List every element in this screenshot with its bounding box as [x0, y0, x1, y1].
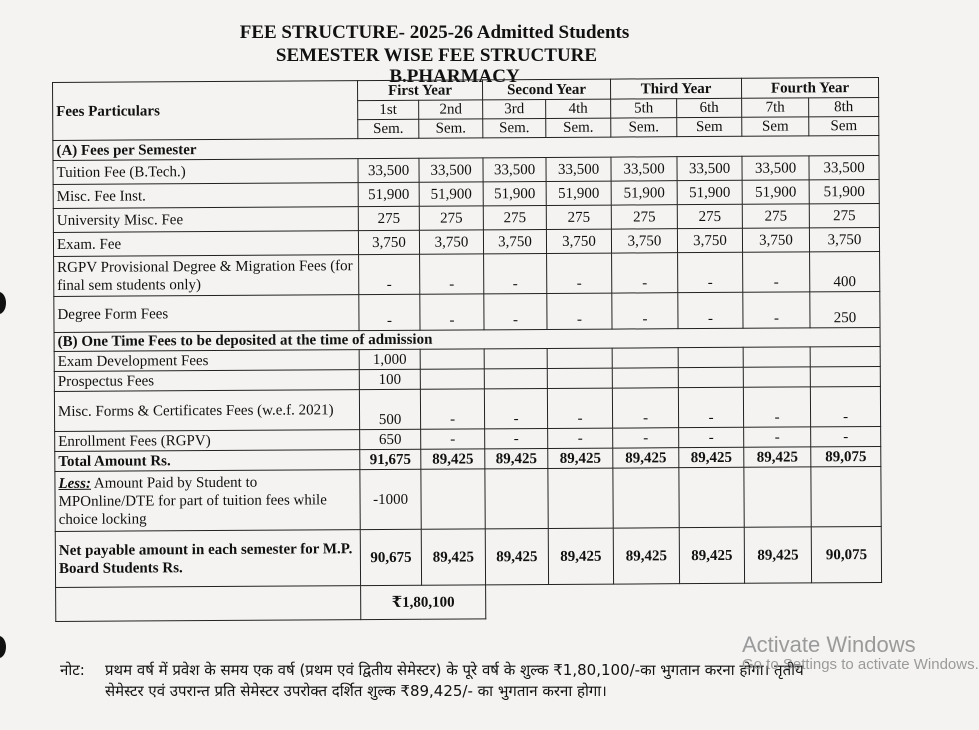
fee-table [52, 77, 882, 622]
fee-value: 275 [546, 205, 611, 229]
fee-value: 500 [359, 389, 420, 429]
fee-value: - [547, 253, 612, 293]
fee-value: 51,900 [546, 181, 611, 205]
watermark-subtitle: Go to Settings to activate Windows. [742, 656, 979, 673]
fee-label: Prospectus Fees [54, 370, 359, 392]
fee-value: 275 [358, 206, 419, 230]
semester-number: 8th [809, 97, 879, 116]
activate-windows-watermark [742, 632, 979, 673]
fee-value: 89,425 [485, 528, 548, 584]
fee-value: 3,750 [611, 229, 677, 253]
fee-value: 89,425 [613, 448, 679, 468]
fee-value: 51,900 [358, 182, 419, 206]
fee-value: 89,425 [679, 447, 744, 467]
note-text: प्रथम वर्ष में प्रवेश के समय एक वर्ष (प्रथम एवं द्वितीय सेमेस्टर) के पूरे वर्ष के शुल्क ₹1,80,100/-का भुगतान करना होगा। तृतीय सेमेस्टर एवं उपरान्त प्रति सेमेस्टर उपरोक्त दर्शित शुल्क ₹89,425/- का भुगतान करना होगा। [105, 661, 804, 700]
fee-value: - [359, 254, 420, 294]
fee-value: 275 [419, 206, 483, 230]
fee-value: 89,425 [744, 447, 811, 467]
fee-value: 89,425 [485, 448, 548, 468]
fee-value [678, 367, 743, 387]
fee-value: - [612, 293, 678, 329]
semester-suffix: Sem. [358, 119, 419, 138]
fee-label: Misc. Forms & Certificates Fees (w.e.f. 2021) [54, 390, 359, 432]
fee-label: Degree Form Fees [54, 295, 359, 333]
fee-value: 400 [810, 251, 880, 291]
fee-value: - [678, 252, 743, 292]
fee-label: RGPV Provisional Degree & Migration Fees (for final sem students only) [54, 255, 359, 297]
semester-number: 3rd [483, 99, 546, 118]
semester-suffix: Sem. [483, 118, 546, 137]
fee-value: 275 [809, 203, 879, 227]
fee-value: - [679, 427, 744, 447]
fee-value: 33,500 [677, 156, 742, 180]
fee-value: 89,425 [679, 527, 744, 583]
fee-value: 1,000 [359, 349, 420, 369]
fee-value: 3,750 [419, 230, 483, 254]
section-title: (A) Fees per Semester [53, 135, 879, 160]
fee-value: - [612, 388, 678, 428]
fee-value: 51,900 [419, 182, 483, 206]
year-header: Second Year [482, 79, 610, 100]
fee-value: - [612, 253, 678, 293]
fee-value: - [743, 387, 810, 427]
less-label-cell [55, 470, 360, 532]
empty-cell [811, 466, 881, 526]
fee-label: Net payable amount in each semester for M.P. Board Students Rs. [55, 530, 360, 588]
fee-row [54, 251, 880, 296]
less-row [55, 466, 881, 531]
fee-value: - [810, 386, 880, 426]
fee-value: 51,900 [483, 181, 546, 205]
empty-cell [421, 469, 485, 529]
fee-value: - [485, 428, 548, 448]
semester-suffix: Sem [742, 117, 809, 136]
fee-label: Misc. Fee Inst. [53, 183, 358, 209]
fee-value: 275 [677, 204, 742, 228]
fee-value: 33,500 [742, 156, 809, 180]
fee-value: 89,425 [421, 529, 485, 585]
fee-value: 51,900 [742, 180, 809, 204]
fee-value [547, 368, 612, 388]
semester-suffix: Sem. [546, 118, 611, 137]
fee-value [484, 348, 547, 368]
fee-value: - [420, 294, 484, 330]
fee-value: 89,425 [744, 527, 811, 583]
fee-value: - [484, 253, 547, 293]
empty-cell [548, 468, 613, 528]
empty-cell [744, 467, 811, 527]
fee-value: 33,500 [419, 158, 483, 182]
fee-value [612, 348, 678, 368]
year-header: Third Year [610, 78, 741, 99]
fee-value: - [744, 427, 811, 447]
fee-row [55, 526, 881, 587]
semester-number: 6th [677, 98, 742, 117]
fee-value: 33,500 [611, 157, 677, 181]
fee-value [547, 348, 612, 368]
fee-value: 275 [611, 205, 677, 229]
fee-value: - [678, 292, 743, 328]
fee-value: 275 [742, 204, 809, 228]
empty-cell [56, 586, 361, 622]
fee-value: 100 [359, 369, 420, 389]
fee-value: 89,075 [811, 446, 881, 466]
fee-value: - [743, 292, 810, 328]
fee-value: - [613, 428, 679, 448]
fee-value: - [548, 428, 613, 448]
less-label: Amount Paid by Student to MPOnline/DTE for part of tuition fees while choice locking [58, 474, 327, 528]
fee-value: - [420, 254, 484, 294]
binder-hole [0, 292, 6, 314]
fee-value: 89,425 [548, 528, 613, 584]
empty-cell [486, 582, 882, 618]
fee-value: 89,425 [421, 449, 485, 469]
semester-number: 5th [611, 99, 677, 118]
fee-value: 90,675 [360, 529, 421, 585]
fee-value: 51,900 [809, 179, 879, 203]
fee-value: 250 [810, 291, 880, 327]
fee-label: Exam. Fee [53, 231, 358, 257]
fee-value [420, 369, 484, 389]
semester-suffix: Sem. [611, 118, 677, 137]
empty-cell [679, 467, 744, 527]
title-line-3: B.PHARMACY [389, 66, 520, 87]
semester-number: 1st [358, 100, 419, 119]
fees-particulars-header: Fees Particulars [53, 81, 358, 141]
fee-value: 3,750 [677, 228, 742, 252]
title-line-1: FEE STRUCTURE- 2025-26 Admitted Students [239, 22, 630, 43]
year-header: Fourth Year [742, 77, 879, 98]
fee-value: - [811, 426, 881, 446]
fee-label: University Misc. Fee [53, 207, 358, 233]
fee-value: 89,425 [548, 448, 613, 468]
less-prefix: Less: [58, 475, 92, 492]
fee-value: 3,750 [483, 229, 546, 253]
semester-number: 2nd [419, 100, 483, 119]
fee-value [810, 346, 880, 366]
watermark-title: Activate Windows [742, 632, 916, 657]
semester-number: 7th [742, 98, 809, 117]
semester-suffix: Sem. [419, 119, 483, 138]
fee-value: 3,750 [358, 230, 419, 254]
fee-value: - [743, 252, 810, 292]
fee-value: 33,500 [809, 155, 879, 179]
fee-value: - [421, 429, 485, 449]
semester-suffix: Sem [677, 117, 742, 136]
year-header: First Year [357, 80, 482, 101]
fee-value: 33,500 [483, 157, 546, 181]
fee-value: - [484, 388, 547, 428]
title-line-2: SEMESTER WISE FEE STRUCTURE [275, 45, 598, 66]
fee-value: 89,425 [613, 528, 679, 584]
less-value: -1000 [360, 469, 421, 529]
fee-value: 650 [360, 429, 421, 449]
fee-label: Exam Development Fees [54, 350, 359, 372]
fee-value: 275 [483, 205, 546, 229]
fee-value: 33,500 [358, 158, 419, 182]
fee-value: 3,750 [809, 227, 879, 251]
empty-cell [485, 468, 548, 528]
fee-label: Enrollment Fees (RGPV) [55, 430, 360, 452]
first-year-total: ₹1,80,100 [361, 585, 486, 620]
fee-value: - [359, 294, 420, 330]
fee-value [810, 366, 880, 386]
fee-value: 3,750 [742, 228, 809, 252]
fee-value [743, 367, 810, 387]
fee-value [678, 347, 743, 367]
first-year-total-row [56, 582, 882, 621]
fee-value: 3,750 [546, 229, 611, 253]
fee-value: - [678, 387, 743, 427]
note-label: नोट: [60, 661, 85, 679]
fee-label: Tuition Fee (B.Tech.) [53, 159, 358, 185]
fee-value: 91,675 [360, 449, 421, 469]
fee-value: - [547, 293, 612, 329]
fee-value: - [420, 389, 484, 429]
fee-value [420, 349, 484, 369]
fee-value: 51,900 [611, 181, 677, 205]
fee-value: - [484, 293, 547, 329]
section-title: (B) One Time Fees to be deposited at the time of admission [54, 327, 880, 351]
fee-value: 33,500 [546, 157, 611, 181]
fee-value [612, 368, 678, 388]
semester-number: 4th [546, 99, 611, 118]
empty-cell [613, 468, 679, 528]
fee-value: 90,075 [811, 526, 881, 582]
semester-suffix: Sem [809, 116, 879, 135]
binder-hole [0, 636, 6, 658]
fee-value: 51,900 [677, 180, 742, 204]
fee-row [54, 386, 880, 431]
fee-value [743, 347, 810, 367]
fee-value: - [547, 388, 612, 428]
fee-value [484, 368, 547, 388]
fee-label: Total Amount Rs. [55, 450, 360, 472]
fee-row [54, 291, 880, 332]
